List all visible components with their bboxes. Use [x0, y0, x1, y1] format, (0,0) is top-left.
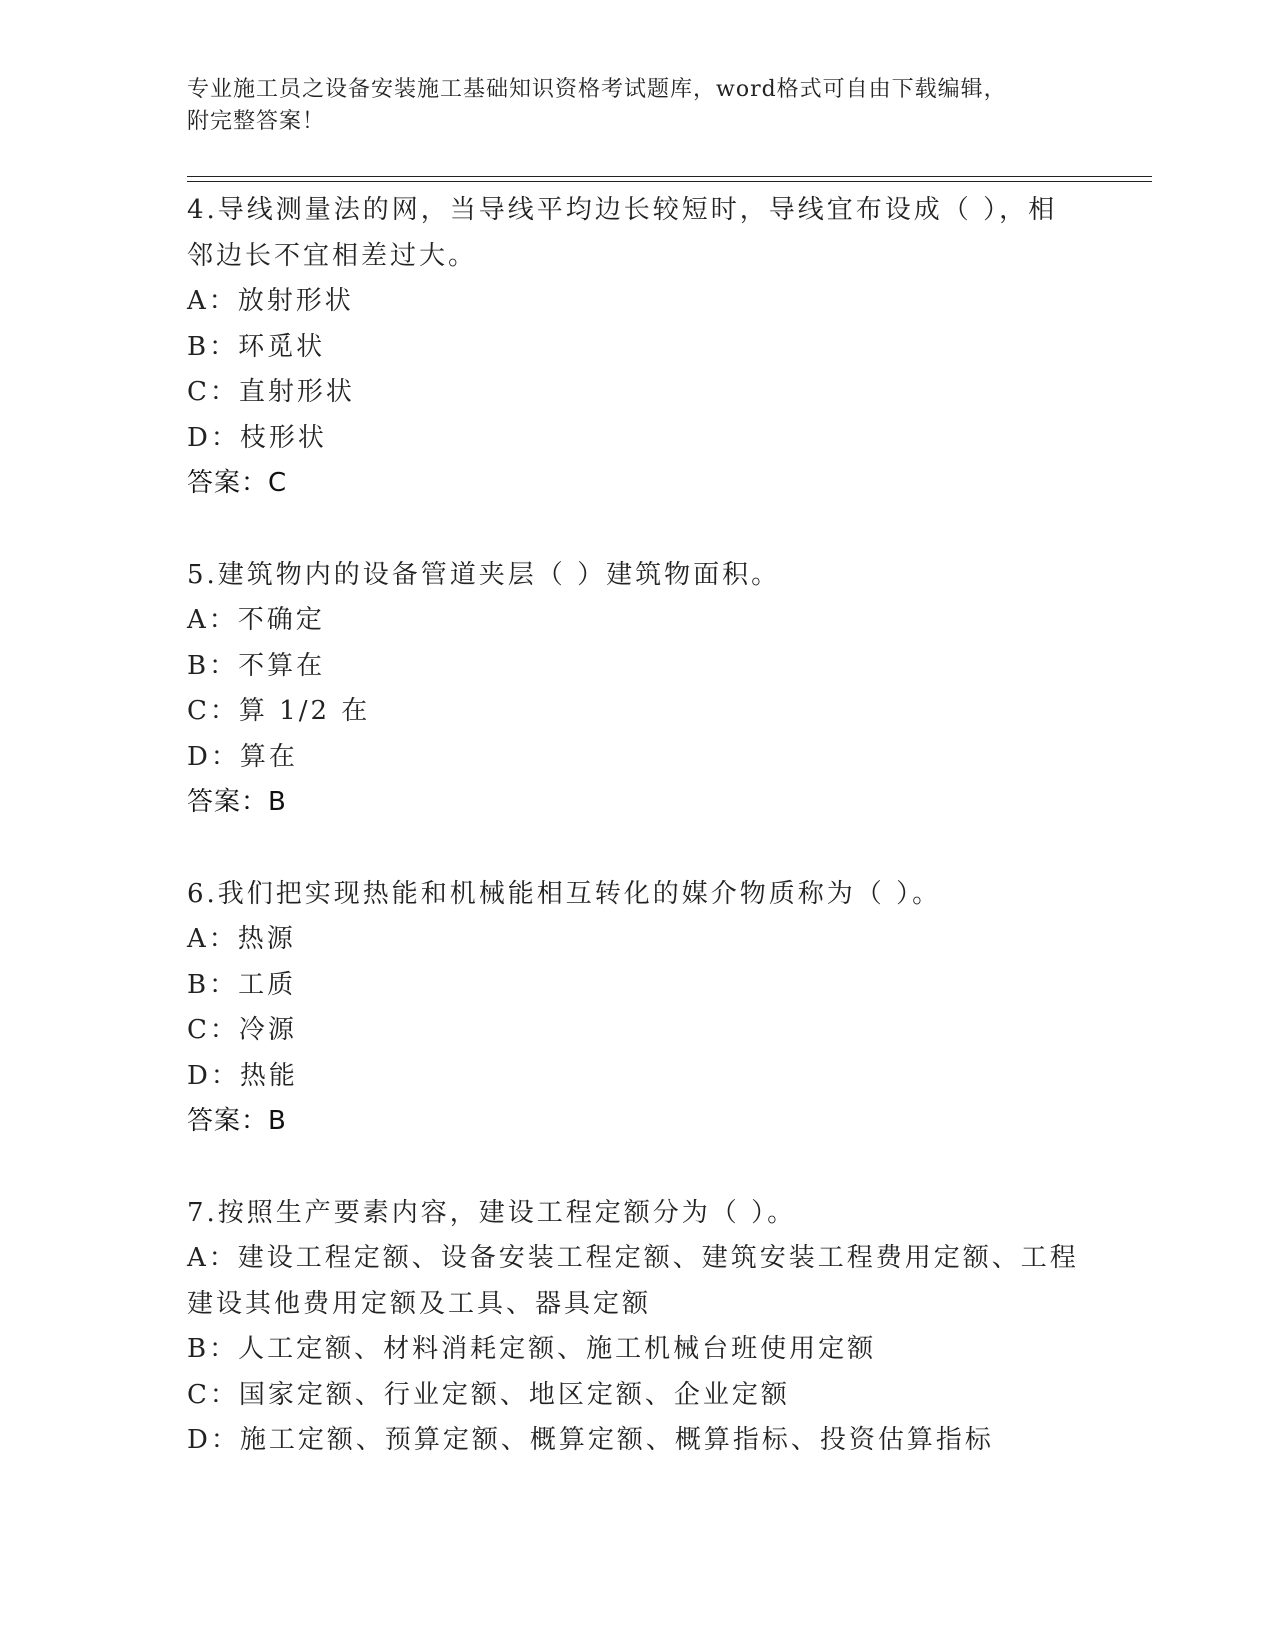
option-a: A：放射形状 — [187, 286, 354, 316]
question-stem-continued: 邻边长不宜相差过大。 — [187, 240, 478, 271]
answer-line: 答案：B — [187, 1106, 287, 1136]
question-5 — [187, 553, 1087, 826]
option-a: A：热源 — [187, 924, 296, 954]
option-c: C：直射形状 — [187, 377, 355, 407]
option-d: D：枝形状 — [187, 422, 327, 453]
header-divider-top — [187, 176, 1152, 177]
document-header — [187, 74, 1067, 138]
option-d: D：热能 — [187, 1060, 298, 1091]
question-4 — [187, 188, 1087, 507]
option-a: A：建设工程定额、设备安装工程定额、建筑安装工程费用定额、工程 — [187, 1243, 1079, 1273]
option-a: A：不确定 — [187, 605, 325, 635]
option-b: B：环觅状 — [187, 331, 326, 362]
answer-line: 答案：B — [187, 787, 287, 817]
option-d: D：施工定额、预算定额、概算定额、概算指标、投资估算指标 — [187, 1425, 994, 1455]
question-stem: 7.按照生产要素内容，建设工程定额分为（ ）。 — [187, 1197, 797, 1228]
option-b: B：工质 — [187, 969, 297, 1000]
option-b: B：不算在 — [187, 650, 326, 681]
header-divider-bottom — [187, 181, 1152, 182]
answer-line: 答案：C — [187, 468, 288, 498]
header-line-1: 专业施工员之设备安装施工基础知识资格考试题库，word格式可自由下载编辑， — [187, 77, 1007, 102]
question-6 — [187, 872, 1087, 1145]
option-c: C：冷源 — [187, 1015, 297, 1045]
question-stem: 6.我们把实现热能和机械能相互转化的媒介物质称为（ ）。 — [187, 878, 942, 909]
option-c: C：国家定额、行业定额、地区定额、企业定额 — [187, 1379, 790, 1410]
header-line-2: 附完整答案！ — [187, 109, 326, 134]
option-c: C：算 1/2 在 — [187, 696, 371, 726]
option-d: D：算在 — [187, 741, 298, 772]
option-b: B：人工定额、材料消耗定额、施工机械台班使用定额 — [187, 1334, 877, 1364]
question-7 — [187, 1191, 1087, 1464]
question-stem: 5.建筑物内的设备管道夹层（ ）建筑物面积。 — [187, 559, 781, 590]
question-stem: 4.导线测量法的网，当导线平均边长较短时，导线宜布设成（ ），相 — [187, 195, 1058, 225]
option-a-continued: 建设其他费用定额及工具、器具定额 — [187, 1288, 652, 1319]
question-list — [187, 188, 1087, 1510]
